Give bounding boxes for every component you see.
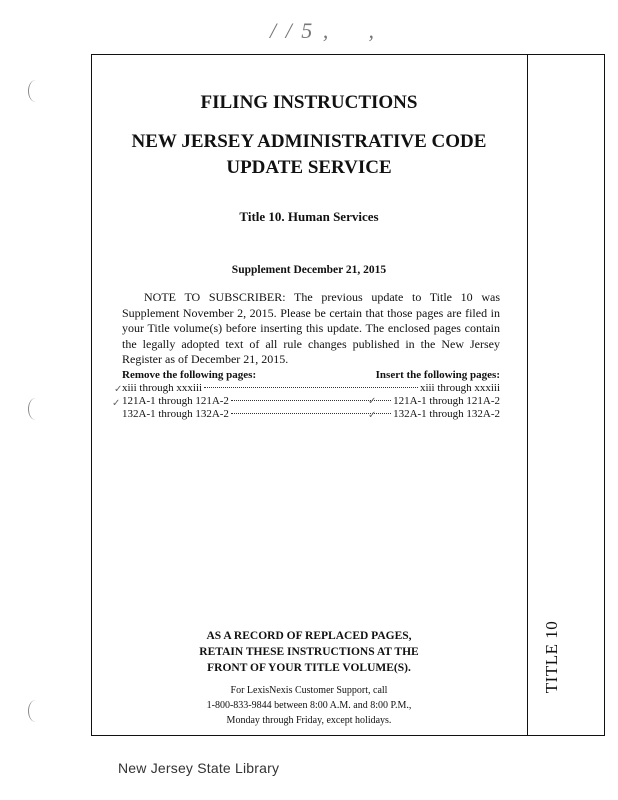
code-title-line2: UPDATE SERVICE: [226, 157, 392, 178]
table-row: [122, 395, 500, 407]
check-mark-icon: ✓: [368, 410, 377, 421]
check-mark-icon: ✓: [368, 396, 377, 407]
tab-divider-line: [527, 54, 528, 736]
code-title-line1: NEW JERSEY ADMINISTRATIVE CODE: [131, 131, 487, 152]
note-to-subscriber: NOTE TO SUBSCRIBER: The previous update to Title 10 was Supplement November 2, 2015. Please be certain that those pages are filed in your Title volume(s) before inserting this update. The enclosed pages contain the legally adopted text of all rule changes published in the New Jersey Register as of December 21, 2015.: [122, 290, 500, 366]
record-line2: RETAIN THESE INSTRUCTIONS AT THE: [199, 646, 419, 658]
check-mark-icon: ✓: [112, 398, 121, 409]
punch-hole-top: [28, 80, 43, 102]
table-row: [122, 382, 500, 394]
title-tab-label: TITLE 10: [542, 620, 562, 694]
punch-hole-bottom: [28, 700, 43, 722]
check-mark-icon: ✓: [114, 384, 123, 395]
support-line1: For LexisNexis Customer Support, call: [230, 685, 388, 696]
insert-header: Insert the following pages:: [375, 369, 500, 381]
leader-dots: [204, 387, 418, 388]
record-line1: AS A RECORD OF REPLACED PAGES,: [206, 630, 412, 642]
insert-pages: 132A-1 through 132A-2: [393, 408, 500, 420]
title-subject: Title 10. Human Services: [239, 209, 379, 224]
title-tab: [532, 612, 572, 702]
remove-header: Remove the following pages:: [122, 369, 257, 381]
library-stamp: New Jersey State Library: [118, 760, 280, 776]
filing-instructions-title: FILING INSTRUCTIONS: [200, 92, 418, 113]
pages-table-header: [122, 369, 500, 381]
support-line2: 1-800-833-9844 between 8:00 A.M. and 8:00 P.M.,: [206, 700, 412, 711]
record-line3: FRONT OF YOUR TITLE VOLUME(S).: [207, 662, 411, 674]
insert-pages: xiii through xxxiii: [419, 382, 500, 394]
remove-pages: 132A-1 through 132A-2: [122, 408, 229, 420]
supplement-date: Supplement December 21, 2015: [231, 264, 387, 276]
support-line3: Monday through Friday, except holidays.: [226, 715, 392, 726]
punch-hole-middle: [28, 398, 43, 420]
handwritten-scribble: / / 5 ‚ ,: [270, 18, 377, 43]
remove-pages: xiii through xxxiii: [122, 382, 203, 394]
remove-pages: 121A-1 through 121A-2: [122, 395, 229, 407]
insert-pages: 121A-1 through 121A-2: [393, 395, 500, 407]
table-row: [122, 408, 500, 420]
